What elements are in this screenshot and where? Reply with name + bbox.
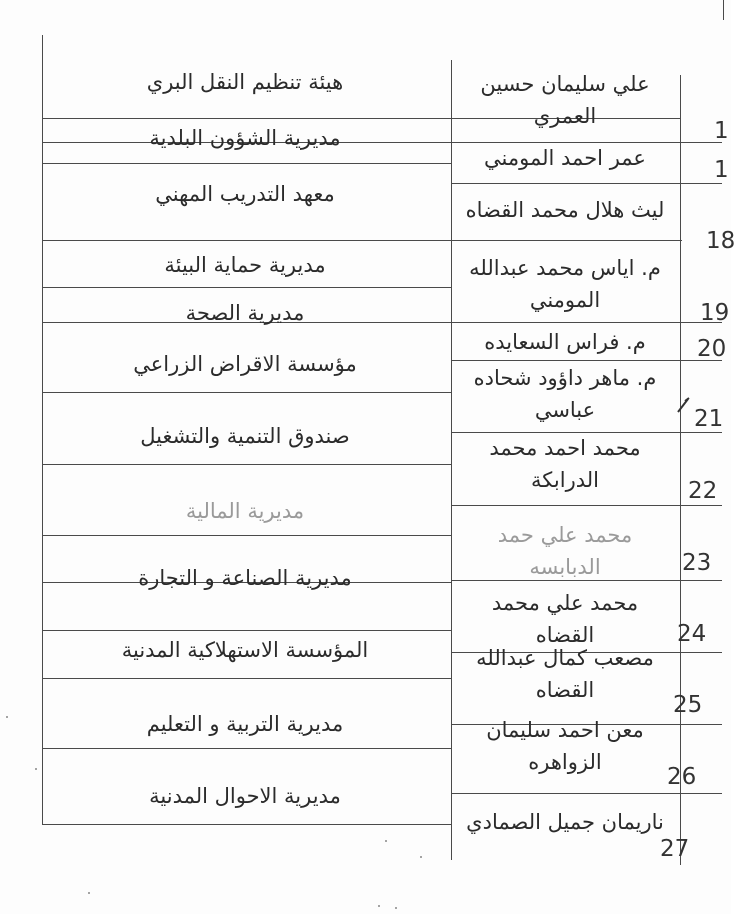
name-cell: ليث هلال محمد القضاه [465, 198, 665, 222]
row-divider [451, 322, 722, 323]
row-number: 26 [667, 764, 697, 790]
name-cell: معن احمد سليمان الزواهره [486, 718, 644, 774]
row-divider [42, 630, 451, 631]
scan-speck [378, 905, 380, 907]
name-cell: م. اياس محمد عبدالله المومني [469, 256, 661, 312]
row-divider [451, 505, 722, 506]
scan-speck [6, 716, 8, 718]
row-number: 22 [688, 478, 718, 504]
row-divider [42, 392, 451, 393]
agency-cell: هيئة تنظيم النقل البري [146, 70, 344, 94]
row-divider [451, 183, 722, 184]
row-number: 19 [700, 300, 730, 326]
row-number: 27 [660, 836, 690, 862]
row-number: 23 [682, 550, 712, 576]
page-edge-line [723, 0, 724, 20]
agency-cell: مديرية الصناعة و التجارة [138, 566, 352, 590]
name-cell: م. ماهر داؤود شحاده عباسي [473, 366, 657, 422]
scan-speck [385, 840, 387, 842]
name-cell: علي سليمان حسين العمري [480, 72, 650, 128]
row-divider [42, 748, 451, 749]
column-divider [451, 60, 452, 860]
scan-speck [395, 907, 397, 909]
scan-speck [420, 856, 422, 858]
row-number: 25 [673, 692, 703, 718]
agency-cell: مديرية حماية البيئة [164, 253, 326, 277]
table-left-border [42, 35, 43, 825]
name-cell: م. فراس السعايده [484, 330, 646, 354]
table-bottom-border [42, 824, 451, 825]
name-cell: محمد علي محمد القضاه [491, 591, 639, 647]
name-cell: محمد احمد محمد الدرابكة [489, 436, 641, 492]
row-divider [42, 163, 451, 164]
agency-cell: مديرية الاحوال المدنية [149, 784, 341, 808]
pen-mark-icon [676, 396, 692, 414]
row-number: 18 [706, 228, 735, 254]
agency-cell: صندوق التنمية والتشغيل [140, 424, 350, 448]
agency-cell: معهد التدريب المهني [155, 182, 335, 206]
agency-cell: مديرية الصحة [185, 301, 305, 325]
row-number: 1 [714, 157, 729, 183]
name-cell: عمر احمد المومني [484, 146, 646, 170]
row-divider [42, 240, 682, 241]
agency-cell: المؤسسة الاستهلاكية المدنية [121, 638, 369, 662]
row-number: 24 [677, 621, 707, 647]
name-cell: ناريمان جميل الصمادي [466, 810, 664, 834]
row-number: 21 [694, 406, 724, 432]
row-number: 20 [697, 336, 727, 362]
name-cell: محمد علي حمد الدبابسه [497, 523, 633, 579]
agency-cell: مديرية الشؤون البلدية [149, 126, 341, 150]
agency-cell: مؤسسة الاقراض الزراعي [133, 352, 357, 376]
row-divider [42, 464, 451, 465]
row-number: 1 [714, 118, 729, 144]
row-divider [42, 535, 451, 536]
row-divider [451, 360, 722, 361]
agency-cell: مديرية المالية [185, 499, 305, 523]
row-divider [42, 678, 451, 679]
scan-speck [88, 892, 90, 894]
scan-speck [35, 768, 37, 770]
column-divider [680, 75, 681, 865]
name-cell: مصعب كمال عبدالله القضاه [476, 646, 654, 702]
agency-cell: مديرية التربية و التعليم [146, 712, 344, 736]
row-divider [42, 287, 451, 288]
row-divider [451, 793, 722, 794]
